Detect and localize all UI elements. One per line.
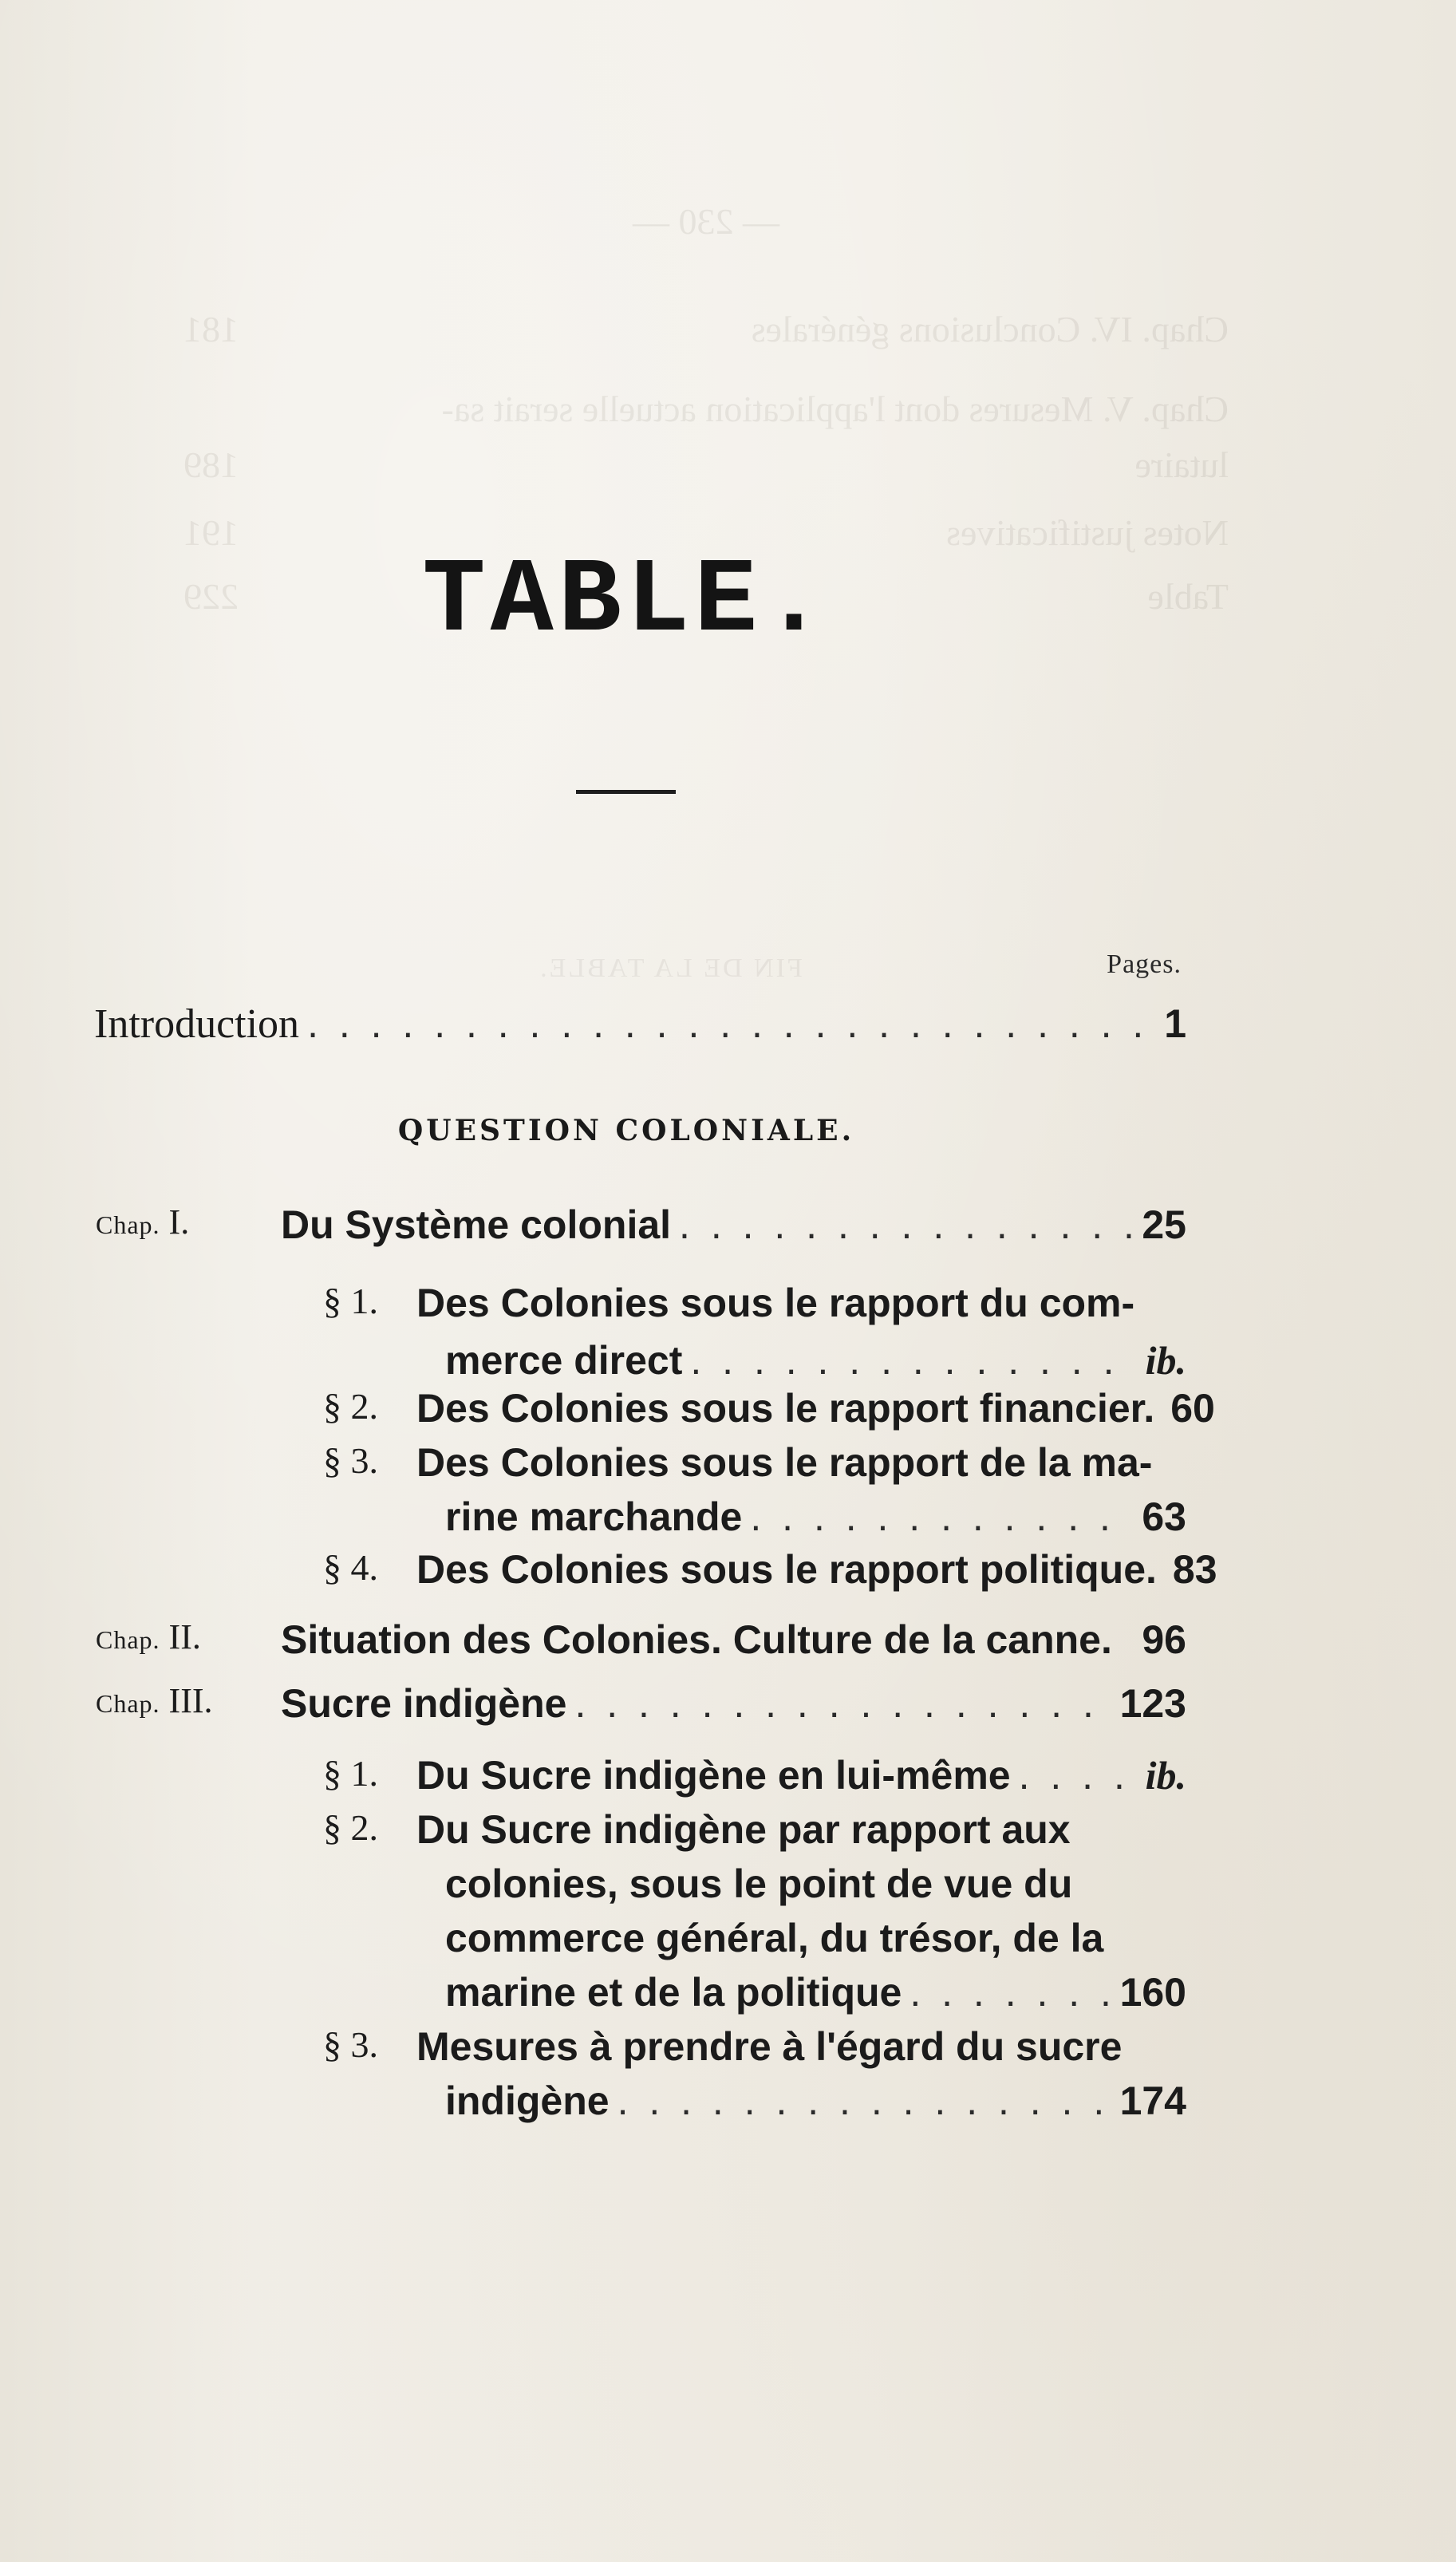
toc-entry-label: marine et de la politique: [445, 1970, 902, 2015]
toc-entry-label: Introduction: [94, 1001, 300, 1047]
toc-page-number: 96: [1142, 1617, 1186, 1662]
toc-entry-label: Des Colonies sous le rapport financier.: [416, 1386, 1155, 1431]
chapter-tag-1: [96, 1202, 190, 1242]
dot-leader: [750, 1497, 1134, 1537]
dot-leader: [618, 2081, 1112, 2121]
toc-section-line: Mesures à prendre à l'égard du sucre: [416, 2024, 1123, 2069]
toc-page-number: 123: [1119, 1681, 1186, 1726]
toc-section-line: Du Sucre indigène par rapport aux: [416, 1807, 1071, 1852]
toc-entry-label: Du Système colonial: [281, 1202, 672, 1247]
section-heading: QUESTION COLONIALE.: [397, 1114, 855, 1147]
toc-page-number: 1: [1164, 1001, 1186, 1046]
section-mark: § 1.: [323, 1753, 378, 1794]
toc-page-number: 160: [1119, 1970, 1186, 2015]
toc-entry-label: Situation des Colonies. Culture de la canne.: [281, 1617, 1112, 1662]
toc-entry-label: rine marchande: [445, 1494, 743, 1539]
toc-entry-chapter-1-section-4[interactable]: [416, 1547, 1217, 1592]
toc-entry-label: indigène: [445, 2078, 610, 2123]
toc-section-line: Des Colonies sous le rapport du com-: [416, 1281, 1135, 1325]
dot-leader: [690, 1340, 1137, 1380]
toc-page-number: 174: [1119, 2078, 1186, 2123]
toc-entry-chapter-1-section-2[interactable]: [416, 1386, 1215, 1431]
bleed-through-footer: FIN DE LA TABLE.: [538, 953, 803, 983]
dot-leader: [574, 1684, 1111, 1723]
chapter-number: I.: [168, 1202, 190, 1242]
toc-entry-label: Du Sucre indigène en lui-même: [416, 1753, 1011, 1798]
toc-page-number: 60: [1170, 1386, 1215, 1431]
toc-section-line: colonies, sous le point de vue du: [445, 1861, 1073, 1906]
toc-entry-chapter-3-section-2[interactable]: [445, 1970, 1186, 2015]
section-mark: § 1.: [323, 1281, 378, 1321]
section-mark: § 2.: [323, 1386, 378, 1427]
chapter-prefix: Chap.: [96, 1625, 160, 1654]
pages-column-label: Pages.: [1107, 949, 1182, 979]
dot-leader: [910, 1972, 1111, 2012]
toc-entry-chapter-3[interactable]: [281, 1681, 1186, 1726]
toc-entry-label: Sucre indigène: [281, 1681, 567, 1726]
chapter-number: II.: [168, 1617, 201, 1656]
section-mark: § 3.: [323, 2024, 378, 2065]
toc-page-number: 83: [1172, 1547, 1217, 1592]
toc-section-line: commerce général, du trésor, de la: [445, 1916, 1104, 1960]
section-mark: § 2.: [323, 1807, 378, 1848]
section-mark: § 4.: [323, 1547, 378, 1588]
toc-page-number: 25: [1142, 1202, 1186, 1247]
toc-entry-label: merce direct: [445, 1338, 683, 1383]
section-mark: § 3.: [323, 1440, 378, 1481]
dot-leader: [307, 1004, 1156, 1044]
chapter-number: III.: [168, 1681, 213, 1720]
chapter-tag-3: [96, 1681, 213, 1720]
chapter-tag-2: [96, 1617, 201, 1656]
title-rule: [576, 790, 676, 794]
chapter-prefix: Chap.: [96, 1689, 160, 1718]
toc-entry-chapter-1[interactable]: [281, 1202, 1186, 1247]
page-title: TABLE.: [422, 542, 831, 661]
toc-entry-chapter-1-section-3[interactable]: [445, 1494, 1186, 1539]
toc-entry-chapter-3-section-1[interactable]: [416, 1753, 1186, 1798]
toc-entry-chapter-1-section-1[interactable]: [445, 1338, 1186, 1383]
dot-leader: [679, 1205, 1134, 1245]
toc-entry-chapter-3-section-3[interactable]: [445, 2078, 1186, 2123]
toc-page-number: ib.: [1145, 1338, 1186, 1383]
toc-page-number: 63: [1142, 1494, 1186, 1539]
chapter-prefix: Chap.: [96, 1210, 160, 1239]
toc-section-line: Des Colonies sous le rapport de la ma-: [416, 1440, 1153, 1485]
toc-entry-introduction[interactable]: [94, 1001, 1186, 1047]
toc-entry-chapter-2[interactable]: [281, 1617, 1186, 1662]
toc-page-number: ib.: [1145, 1753, 1186, 1798]
dot-leader: [1019, 1755, 1138, 1795]
bleed-through-text: — 230 — Chap. IV. Conclusions générales 181 Chap. V. Mesures dont l'application actuelle serait sa- lutaire 189 Notes justificatives 191 Table 229: [183, 201, 1229, 617]
toc-entry-label: Des Colonies sous le rapport politique.: [416, 1547, 1157, 1592]
